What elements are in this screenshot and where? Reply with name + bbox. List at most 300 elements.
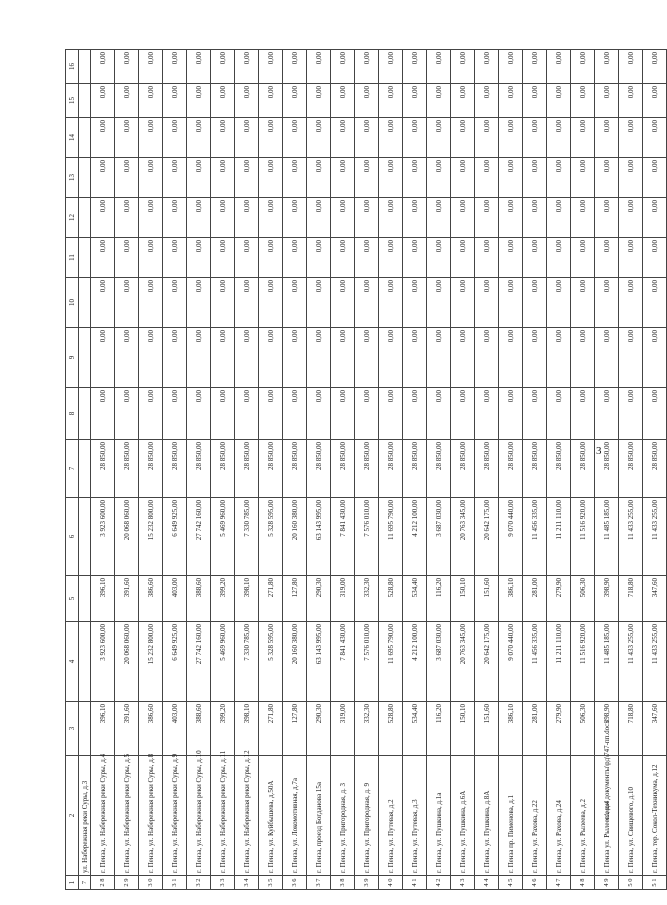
- value-cell-col-4: 3 687 030,00: [427, 622, 451, 702]
- value-cell-col-12: 0,00: [643, 198, 667, 238]
- value-cell-col-14: 0,00: [619, 118, 643, 158]
- value-cell-col-7: 28 850,00: [499, 440, 523, 498]
- value-cell-col-6: 11 485 185,00: [595, 498, 619, 576]
- row-number: 4 8: [571, 876, 595, 890]
- value-cell-col-9: 0,00: [547, 328, 571, 388]
- housing-register-table: [65, 49, 667, 890]
- value-cell-col-16: 0,00: [355, 50, 379, 84]
- value-cell-col-12: 0,00: [187, 198, 211, 238]
- row-number: 4 1: [403, 876, 427, 890]
- value-cell-col-8: 0,00: [595, 388, 619, 440]
- value-cell-col-10: 0,00: [211, 278, 235, 328]
- value-cell-col-8: 0,00: [355, 388, 379, 440]
- value-cell-col-16: 0,00: [403, 50, 427, 84]
- value-cell-col-5: 116,20: [427, 576, 451, 622]
- value-cell-col-10: 0,00: [163, 278, 187, 328]
- value-cell-col-15: 0,00: [283, 84, 307, 118]
- value-cell-col-13: 0,00: [235, 158, 259, 198]
- value-cell-col-4: 20 160 380,00: [283, 622, 307, 702]
- value-cell-col-5: 403,00: [163, 576, 187, 622]
- value-cell-col-16: 0,00: [379, 50, 403, 84]
- value-cell-col-7: 28 850,00: [547, 440, 571, 498]
- address-cell: г. Пенза, ул. Набережная реки Суры, д.8: [139, 756, 163, 876]
- value-cell-col-11: 0,00: [187, 238, 211, 278]
- value-cell-col-13: 0,00: [331, 158, 355, 198]
- value-cell-col-12: 0,00: [163, 198, 187, 238]
- value-cell-col-5: 386,60: [139, 576, 163, 622]
- value-cell-col-13: 0,00: [595, 158, 619, 198]
- value-cell-col-4: 4 212 100,00: [403, 622, 427, 702]
- value-cell-col-14: 0,00: [115, 118, 139, 158]
- value-cell-col-8: 0,00: [331, 388, 355, 440]
- value-cell-col-9: 0,00: [283, 328, 307, 388]
- value-cell-col-11: 0,00: [331, 238, 355, 278]
- address-cell: г. Пенза, ул. Куйбышева, д.50А: [259, 756, 283, 876]
- value-cell-col-6: 20 763 345,00: [451, 498, 475, 576]
- value-cell-col-10: 0,00: [451, 278, 475, 328]
- value-cell-col-10: 0,00: [403, 278, 427, 328]
- column-header-13: 13: [66, 158, 79, 198]
- value-cell-col-10: 0,00: [499, 278, 523, 328]
- value-cell-col-4: 7 841 430,00: [331, 622, 355, 702]
- address-cell: г. Пенза, ул. Путевая, д.3: [403, 756, 427, 876]
- value-cell-col-3: 398,90: [595, 702, 619, 756]
- value-cell-col-10: 0,00: [595, 278, 619, 328]
- value-cell-col-10: 0,00: [571, 278, 595, 328]
- value-cell-col-16: 0,00: [427, 50, 451, 84]
- value-cell-col-7: 28 850,00: [571, 440, 595, 498]
- value-cell-col-12: 0,00: [451, 198, 475, 238]
- value-cell-col-6: 11 456 335,00: [523, 498, 547, 576]
- value-cell-col-12: 0,00: [307, 198, 331, 238]
- row-number: 3 9: [355, 876, 379, 890]
- value-cell-col-4: [79, 622, 91, 702]
- value-cell-col-8: 0,00: [451, 388, 475, 440]
- address-cell: г. Пенза, ул. Рахова, д.22: [523, 756, 547, 876]
- value-cell-col-15: 0,00: [451, 84, 475, 118]
- table-row: [379, 50, 403, 890]
- table-row: [403, 50, 427, 890]
- value-cell-col-11: 0,00: [355, 238, 379, 278]
- address-cell: г. Пенза, ул. Пушкина, д.8А: [475, 756, 499, 876]
- value-cell-col-3: 332,30: [355, 702, 379, 756]
- value-cell-col-9: [79, 328, 91, 388]
- table-row: [259, 50, 283, 890]
- value-cell-col-6: 11 211 110,00: [547, 498, 571, 576]
- value-cell-col-3: 396,10: [91, 702, 115, 756]
- value-cell-col-11: 0,00: [643, 238, 667, 278]
- value-cell-col-10: 0,00: [187, 278, 211, 328]
- value-cell-col-13: 0,00: [259, 158, 283, 198]
- value-cell-col-4: 20 642 175,00: [475, 622, 499, 702]
- value-cell-col-6: 20 642 175,00: [475, 498, 499, 576]
- value-cell-col-7: 28 850,00: [451, 440, 475, 498]
- table-row: [571, 50, 595, 890]
- value-cell-col-3: 151,60: [475, 702, 499, 756]
- value-cell-col-12: 0,00: [91, 198, 115, 238]
- value-cell-col-8: 0,00: [571, 388, 595, 440]
- value-cell-col-15: 0,00: [163, 84, 187, 118]
- value-cell-col-14: 0,00: [547, 118, 571, 158]
- value-cell-col-4: 11 456 335,00: [523, 622, 547, 702]
- value-cell-col-11: [79, 238, 91, 278]
- value-cell-col-13: 0,00: [547, 158, 571, 198]
- value-cell-col-14: 0,00: [139, 118, 163, 158]
- address-cell: г. Пенза, ул. Свищевого, д.10: [619, 756, 643, 876]
- value-cell-col-7: 28 850,00: [259, 440, 283, 498]
- value-cell-col-6: 3 687 030,00: [427, 498, 451, 576]
- value-cell-col-4: 3 923 600,00: [91, 622, 115, 702]
- value-cell-col-13: 0,00: [427, 158, 451, 198]
- row-number: 4 3: [451, 876, 475, 890]
- value-cell-col-9: 0,00: [427, 328, 451, 388]
- value-cell-col-15: 0,00: [331, 84, 355, 118]
- value-cell-col-13: 0,00: [91, 158, 115, 198]
- column-header-5: 5: [66, 576, 79, 622]
- value-cell-col-16: 0,00: [523, 50, 547, 84]
- value-cell-col-15: 0,00: [499, 84, 523, 118]
- row-number: 4 5: [499, 876, 523, 890]
- value-cell-col-8: 0,00: [259, 388, 283, 440]
- address-cell: г. Пенза, проезд Богданова 15а: [307, 756, 331, 876]
- address-cell: г. Пенза, ул. Пригородная, д. 3: [331, 756, 355, 876]
- value-cell-col-6: 63 143 995,00: [307, 498, 331, 576]
- value-cell-col-16: 0,00: [91, 50, 115, 84]
- value-cell-col-16: 0,00: [643, 50, 667, 84]
- value-cell-col-5: 391,60: [115, 576, 139, 622]
- value-cell-col-3: 281,00: [523, 702, 547, 756]
- value-cell-col-10: 0,00: [619, 278, 643, 328]
- value-cell-col-5: 150,10: [451, 576, 475, 622]
- footer-file-path-text: c:\мои документы\рд\747-пп.docx: [603, 720, 611, 820]
- value-cell-col-10: 0,00: [547, 278, 571, 328]
- value-cell-col-9: 0,00: [307, 328, 331, 388]
- table-row: [499, 50, 523, 890]
- value-cell-col-4: 27 742 160,00: [187, 622, 211, 702]
- value-cell-col-3: 403,00: [163, 702, 187, 756]
- value-cell-col-9: 0,00: [643, 328, 667, 388]
- table-row: [595, 50, 619, 890]
- value-cell-col-10: 0,00: [259, 278, 283, 328]
- value-cell-col-12: 0,00: [115, 198, 139, 238]
- value-cell-col-7: 28 850,00: [379, 440, 403, 498]
- row-number: 3 7: [307, 876, 331, 890]
- value-cell-col-8: 0,00: [115, 388, 139, 440]
- value-cell-col-13: 0,00: [115, 158, 139, 198]
- value-cell-col-9: 0,00: [499, 328, 523, 388]
- table-row: [307, 50, 331, 890]
- value-cell-col-14: [79, 118, 91, 158]
- value-cell-col-11: 0,00: [211, 238, 235, 278]
- table-row: [643, 50, 667, 890]
- value-cell-col-5: 386,10: [499, 576, 523, 622]
- value-cell-col-11: 0,00: [427, 238, 451, 278]
- value-cell-col-12: 0,00: [571, 198, 595, 238]
- page-number: 3: [596, 445, 602, 457]
- value-cell-col-12: 0,00: [139, 198, 163, 238]
- value-cell-col-4: 63 143 995,00: [307, 622, 331, 702]
- value-cell-col-11: 0,00: [91, 238, 115, 278]
- row-number: 3 6: [283, 876, 307, 890]
- value-cell-col-12: [79, 198, 91, 238]
- value-cell-col-14: 0,00: [475, 118, 499, 158]
- value-cell-col-4: 6 649 925,00: [163, 622, 187, 702]
- value-cell-col-15: 0,00: [643, 84, 667, 118]
- address-cell: г. Пенза, ул. Рылеева, д.2: [571, 756, 595, 876]
- value-cell-col-9: 0,00: [187, 328, 211, 388]
- value-cell-col-16: 0,00: [451, 50, 475, 84]
- value-cell-col-3: 399,20: [211, 702, 235, 756]
- column-header-15: 15: [66, 84, 79, 118]
- value-cell-col-15: 0,00: [355, 84, 379, 118]
- value-cell-col-14: 0,00: [571, 118, 595, 158]
- value-cell-col-11: 0,00: [283, 238, 307, 278]
- address-cell: г. Пенза, ул. Набережная реки Суры, д.9: [163, 756, 187, 876]
- value-cell-col-12: 0,00: [523, 198, 547, 238]
- value-cell-col-14: 0,00: [307, 118, 331, 158]
- value-cell-col-5: 151,60: [475, 576, 499, 622]
- value-cell-col-5: 534,40: [403, 576, 427, 622]
- value-cell-col-10: 0,00: [139, 278, 163, 328]
- value-cell-col-3: 386,10: [499, 702, 523, 756]
- address-cell: г. Пенза, ул. Рахова, д.24: [547, 756, 571, 876]
- value-cell-col-12: 0,00: [283, 198, 307, 238]
- value-cell-col-12: 0,00: [235, 198, 259, 238]
- address-cell: г. Пенза, ул. Набережная реки Суры, д.11: [211, 756, 235, 876]
- row-number: 3 2: [187, 876, 211, 890]
- table-body: [79, 50, 667, 890]
- value-cell-col-11: 0,00: [499, 238, 523, 278]
- value-cell-col-7: 28 850,00: [139, 440, 163, 498]
- value-cell-col-7: 28 850,00: [643, 440, 667, 498]
- value-cell-col-3: 391,60: [115, 702, 139, 756]
- value-cell-col-11: 0,00: [259, 238, 283, 278]
- value-cell-col-9: 0,00: [235, 328, 259, 388]
- row-number: 4 7: [547, 876, 571, 890]
- table-row: [331, 50, 355, 890]
- value-cell-col-6: 11 695 790,00: [379, 498, 403, 576]
- value-cell-col-14: 0,00: [403, 118, 427, 158]
- column-header-2: 2: [66, 756, 79, 876]
- address-cell: г. Пенза ул. Рылеева, д.4: [595, 756, 619, 876]
- table-row: [355, 50, 379, 890]
- value-cell-col-9: 0,00: [451, 328, 475, 388]
- value-cell-col-11: 0,00: [571, 238, 595, 278]
- value-cell-col-8: 0,00: [475, 388, 499, 440]
- value-cell-col-7: 28 850,00: [235, 440, 259, 498]
- value-cell-col-11: 0,00: [115, 238, 139, 278]
- value-cell-col-5: 290,30: [307, 576, 331, 622]
- value-cell-col-14: 0,00: [451, 118, 475, 158]
- value-cell-col-5: 319,00: [331, 576, 355, 622]
- column-header-12: 12: [66, 198, 79, 238]
- value-cell-col-14: 0,00: [91, 118, 115, 158]
- value-cell-col-5: 279,90: [547, 576, 571, 622]
- value-cell-col-5: 506,30: [571, 576, 595, 622]
- value-cell-col-10: 0,00: [307, 278, 331, 328]
- value-cell-col-8: 0,00: [619, 388, 643, 440]
- value-cell-col-10: 0,00: [235, 278, 259, 328]
- value-cell-col-15: 0,00: [571, 84, 595, 118]
- value-cell-col-11: 0,00: [235, 238, 259, 278]
- row-number: 3 1: [163, 876, 187, 890]
- value-cell-col-13: 0,00: [379, 158, 403, 198]
- value-cell-col-13: 0,00: [523, 158, 547, 198]
- value-cell-col-3: 150,10: [451, 702, 475, 756]
- value-cell-col-3: 398,10: [235, 702, 259, 756]
- value-cell-col-6: 7 330 785,00: [235, 498, 259, 576]
- value-cell-col-9: 0,00: [331, 328, 355, 388]
- value-cell-col-6: 20 160 380,00: [283, 498, 307, 576]
- table-row: [547, 50, 571, 890]
- column-header-16: 16: [66, 50, 79, 84]
- value-cell-col-11: 0,00: [163, 238, 187, 278]
- value-cell-col-7: 28 850,00: [283, 440, 307, 498]
- table-row: [523, 50, 547, 890]
- value-cell-col-16: 0,00: [259, 50, 283, 84]
- value-cell-col-10: 0,00: [331, 278, 355, 328]
- value-cell-col-15: 0,00: [235, 84, 259, 118]
- value-cell-col-16: 0,00: [571, 50, 595, 84]
- value-cell-col-11: 0,00: [547, 238, 571, 278]
- value-cell-col-4: 9 070 440,00: [499, 622, 523, 702]
- value-cell-col-7: 28 850,00: [523, 440, 547, 498]
- value-cell-col-13: 0,00: [139, 158, 163, 198]
- value-cell-col-12: 0,00: [211, 198, 235, 238]
- column-header-1: 1: [66, 876, 79, 890]
- value-cell-col-6: 11 433 255,00: [643, 498, 667, 576]
- value-cell-col-12: 0,00: [427, 198, 451, 238]
- value-cell-col-11: 0,00: [619, 238, 643, 278]
- value-cell-col-6: 15 232 800,00: [139, 498, 163, 576]
- value-cell-col-13: 0,00: [403, 158, 427, 198]
- value-cell-col-14: 0,00: [187, 118, 211, 158]
- value-cell-col-10: 0,00: [643, 278, 667, 328]
- value-cell-col-7: 28 850,00: [211, 440, 235, 498]
- value-cell-col-3: [79, 702, 91, 756]
- value-cell-col-8: 0,00: [547, 388, 571, 440]
- value-cell-col-3: 534,40: [403, 702, 427, 756]
- value-cell-col-6: 11 433 255,00: [619, 498, 643, 576]
- value-cell-col-12: 0,00: [475, 198, 499, 238]
- address-cell: г. Пенза, ул. Набережная реки Суры, д.5: [115, 756, 139, 876]
- value-cell-col-9: 0,00: [211, 328, 235, 388]
- value-cell-col-14: 0,00: [595, 118, 619, 158]
- value-cell-col-15: 0,00: [139, 84, 163, 118]
- value-cell-col-16: 0,00: [187, 50, 211, 84]
- value-cell-col-11: 0,00: [595, 238, 619, 278]
- value-cell-col-7: 28 850,00: [595, 440, 619, 498]
- value-cell-col-9: 0,00: [259, 328, 283, 388]
- table-row: [115, 50, 139, 890]
- column-header-4: 4: [66, 622, 79, 702]
- value-cell-col-7: 28 850,00: [115, 440, 139, 498]
- value-cell-col-3: 279,90: [547, 702, 571, 756]
- value-cell-col-14: 0,00: [235, 118, 259, 158]
- address-cell: г. Пенза, ул. Набережная реки Суры, д.12: [235, 756, 259, 876]
- value-cell-col-10: 0,00: [115, 278, 139, 328]
- value-cell-col-5: 398,10: [235, 576, 259, 622]
- value-cell-col-16: 0,00: [115, 50, 139, 84]
- value-cell-col-7: 28 850,00: [619, 440, 643, 498]
- row-number: 4 0: [379, 876, 403, 890]
- value-cell-col-15: 0,00: [523, 84, 547, 118]
- value-cell-col-5: 281,00: [523, 576, 547, 622]
- value-cell-col-6: 11 516 920,00: [571, 498, 595, 576]
- value-cell-col-4: 11 695 790,00: [379, 622, 403, 702]
- value-cell-col-8: 0,00: [283, 388, 307, 440]
- row-number: 4 6: [523, 876, 547, 890]
- value-cell-col-12: 0,00: [379, 198, 403, 238]
- value-cell-col-5: 396,10: [91, 576, 115, 622]
- value-cell-col-9: 0,00: [139, 328, 163, 388]
- value-cell-col-9: 0,00: [595, 328, 619, 388]
- value-cell-col-16: 0,00: [619, 50, 643, 84]
- row-number: 3 5: [259, 876, 283, 890]
- value-cell-col-4: 11 211 110,00: [547, 622, 571, 702]
- value-cell-col-10: 0,00: [379, 278, 403, 328]
- value-cell-col-3: 506,30: [571, 702, 595, 756]
- value-cell-col-14: 0,00: [283, 118, 307, 158]
- value-cell-col-5: 718,80: [619, 576, 643, 622]
- value-cell-col-5: 127,80: [283, 576, 307, 622]
- value-cell-col-7: 28 850,00: [331, 440, 355, 498]
- value-cell-col-4: 15 232 800,00: [139, 622, 163, 702]
- value-cell-col-16: 0,00: [307, 50, 331, 84]
- value-cell-col-16: 0,00: [235, 50, 259, 84]
- value-cell-col-6: 3 923 600,00: [91, 498, 115, 576]
- address-cell: г. Пенза, ул. Пушкина, д.1а: [427, 756, 451, 876]
- row-number: 4 2: [427, 876, 451, 890]
- column-header-3: 3: [66, 702, 79, 756]
- value-cell-col-6: 27 742 160,00: [187, 498, 211, 576]
- value-cell-col-5: [79, 576, 91, 622]
- value-cell-col-5: 398,90: [595, 576, 619, 622]
- value-cell-col-11: 0,00: [475, 238, 499, 278]
- value-cell-col-10: 0,00: [355, 278, 379, 328]
- row-number: 4 9: [595, 876, 619, 890]
- value-cell-col-3: 718,80: [619, 702, 643, 756]
- value-cell-col-9: 0,00: [571, 328, 595, 388]
- value-cell-col-5: 332,30: [355, 576, 379, 622]
- value-cell-col-13: 0,00: [187, 158, 211, 198]
- value-cell-col-16: 0,00: [547, 50, 571, 84]
- value-cell-col-6: 4 212 100,00: [403, 498, 427, 576]
- value-cell-col-8: 0,00: [403, 388, 427, 440]
- value-cell-col-14: 0,00: [643, 118, 667, 158]
- value-cell-col-3: 271,80: [259, 702, 283, 756]
- value-cell-col-9: 0,00: [379, 328, 403, 388]
- value-cell-col-6: [79, 498, 91, 576]
- value-cell-col-6: 20 068 060,00: [115, 498, 139, 576]
- value-cell-col-13: 0,00: [571, 158, 595, 198]
- value-cell-col-4: 7 576 010,00: [355, 622, 379, 702]
- table-row: [187, 50, 211, 890]
- value-cell-col-5: 388,60: [187, 576, 211, 622]
- address-cell: г. Пенза, ул. Набережная реки Суры, д.10: [187, 756, 211, 876]
- value-cell-col-12: 0,00: [619, 198, 643, 238]
- value-cell-col-7: 28 850,00: [307, 440, 331, 498]
- row-number: 2 9: [115, 876, 139, 890]
- value-cell-col-16: [79, 50, 91, 84]
- value-cell-col-15: [79, 84, 91, 118]
- value-cell-col-15: 0,00: [475, 84, 499, 118]
- table-row: [163, 50, 187, 890]
- value-cell-col-8: 0,00: [643, 388, 667, 440]
- value-cell-col-3: 127,80: [283, 702, 307, 756]
- address-cell: г. Пенза, ул. Пригородная, д. 9: [355, 756, 379, 876]
- value-cell-col-11: 0,00: [379, 238, 403, 278]
